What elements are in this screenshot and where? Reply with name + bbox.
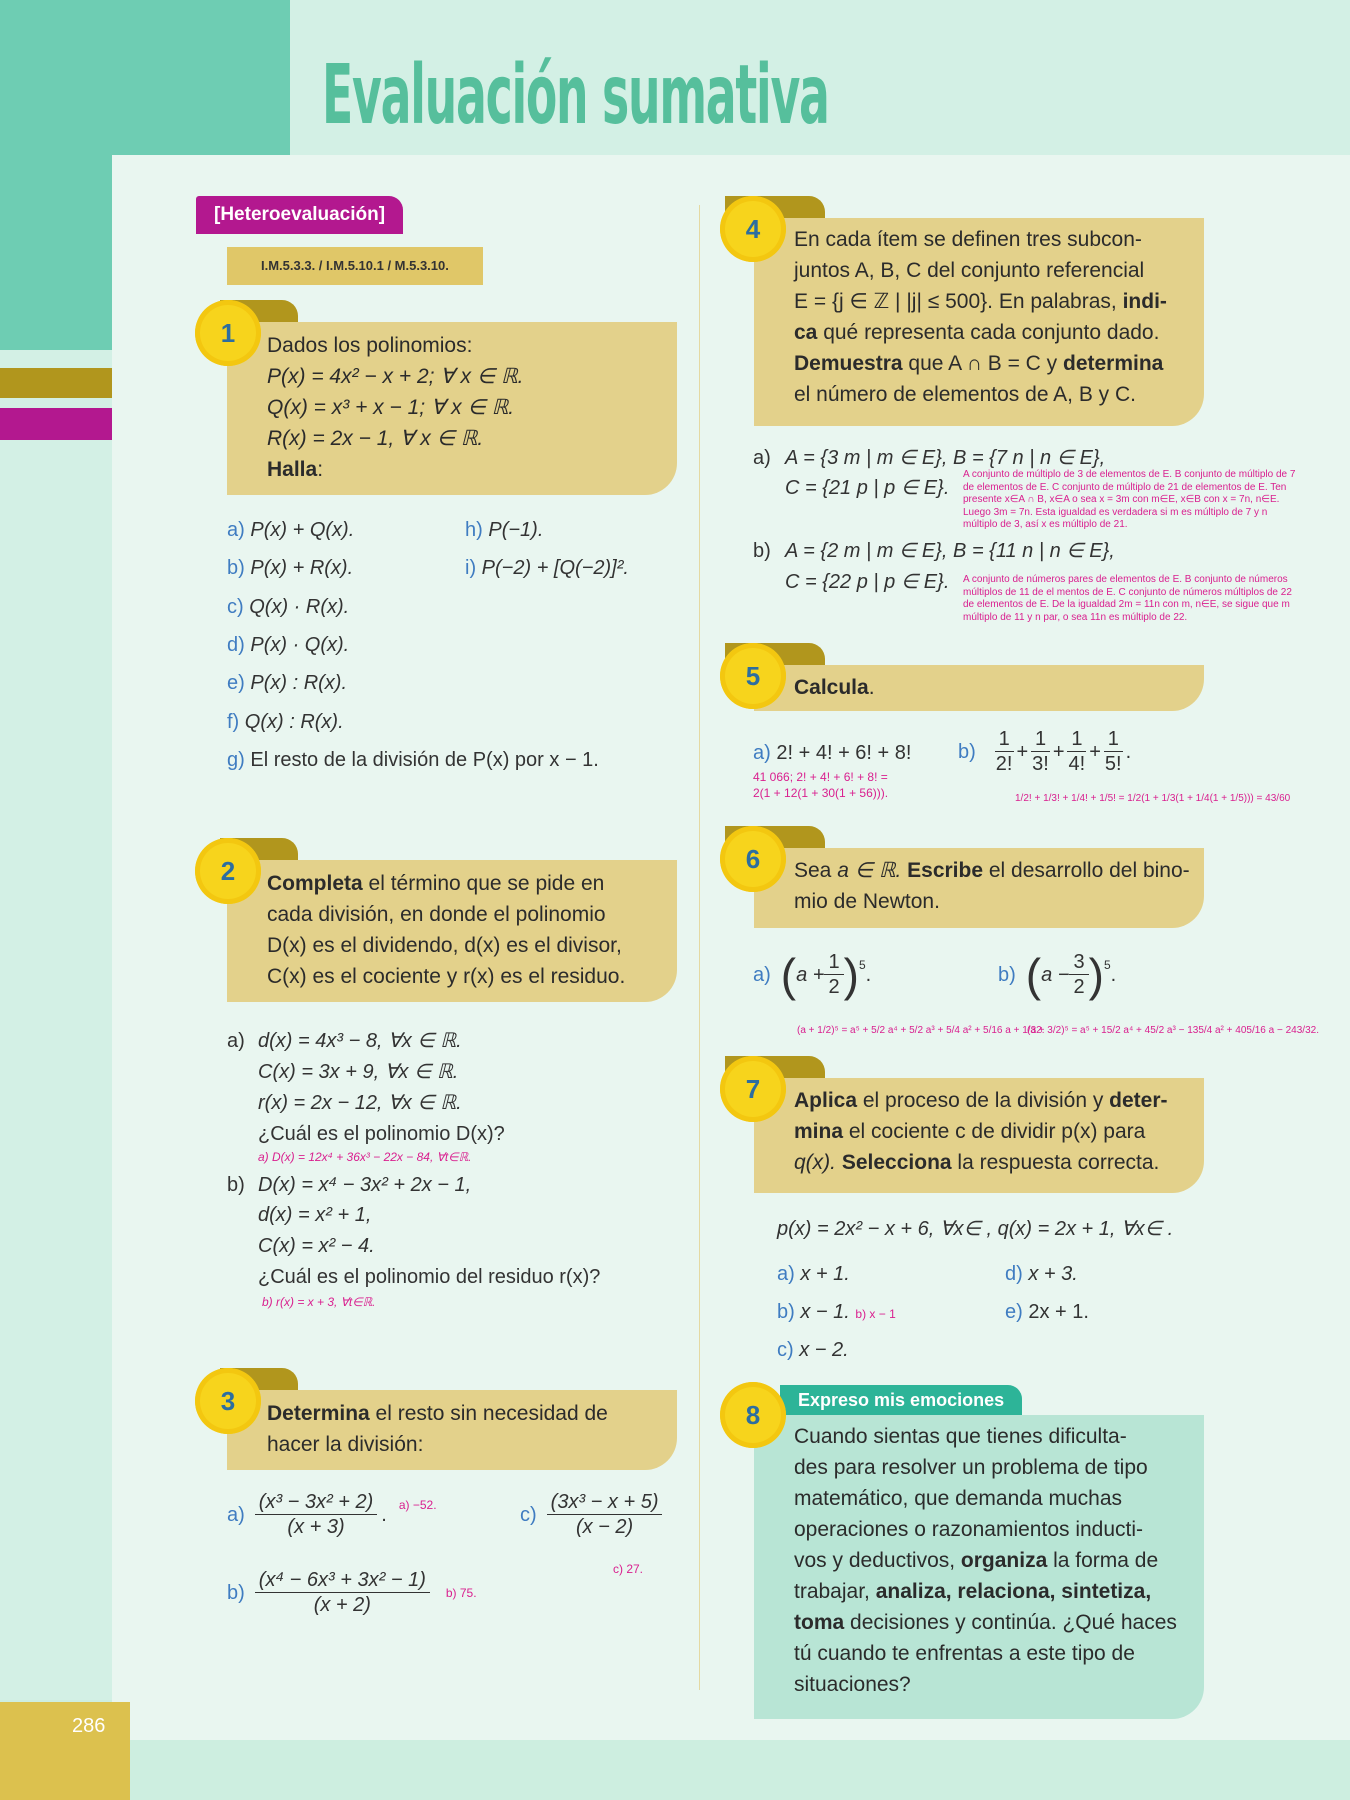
q4-indi: indi- [1122,290,1167,313]
q3-item-c: c) $\frac{\text{(3x³ − x + 5)}}{(x - 2)}$ [520,1490,662,1539]
q1-item-b: b) P(x) + R(x). [227,557,354,579]
q3-verb: Determina [267,1402,370,1425]
q5-a-answer-2: 2(1 + 12(1 + 30(1 + 56))). [753,786,889,800]
q2-b-line-3: C(x) = x² − 4. [258,1235,375,1257]
q8-line-5a: vos y deductivos, [794,1549,961,1572]
left-gold-band [0,368,112,398]
q4-b-answer: A conjunto de números pares de elementos de E. B conjunto de números múltiplos de 11 de el mentos de E. C conjunto de números múltiplos de 22 de elementos de E. De la igualdad 2m = 11n con m, n∈E, se sigue que m múltiplo de 11 y n par, o sea 11n es múltiplo de 22. [963,574,1292,623]
q7-text-4: la respuesta correcta. [951,1151,1160,1174]
q4-line-2: juntos A, B, C del conjunto referencial [794,259,1145,282]
q8-line-7a: toma [794,1611,845,1634]
q3-number: 3 [195,1368,261,1434]
q4-line-4: qué representa cada conjunto dado. [817,321,1160,344]
q6-b-answer: (a + 3/2)⁵ = a⁵ + 15/2 a⁴ + 45/2 a³ − 135/4 a² + 405/16 a − 243/32. [1027,1025,1319,1036]
q8-box [754,1415,1204,1719]
q8-line-5c: la forma de [1047,1549,1159,1572]
indicator-codes: I.M.5.3.3. / I.M.5.10.1 / M.5.3.10. [227,247,483,285]
q2-a-line-4: ¿Cuál es el polinomio D(x)? [258,1123,505,1145]
q7-verb-2b: mina [794,1120,844,1143]
q4-a-line-2: C = {21 p | p ∈ E}. [785,477,950,499]
page-title: Evaluación sumativa [322,48,829,143]
q4-b-line-1: A = {2 m | m ∈ E}, B = {11 n | n ∈ E}, [785,540,1115,562]
q2-box [227,860,677,1002]
q4-demuestra: Demuestra [794,352,903,375]
q4-b-label: b) [753,540,771,562]
column-divider [699,205,700,1690]
q6-rest-2: mio de Newton. [794,890,940,913]
q3-text-1: el resto sin necesidad de [369,1402,608,1425]
q7-text-1: el proceso de la división y [857,1089,1110,1112]
q3-c-answer: c) 27. [613,1562,644,1576]
q1-def-r: R(x) = 2x − 1, ∀ x ∈ ℝ. [267,427,484,450]
q7-number: 7 [720,1056,786,1122]
q8-line-3: matemático, que demanda muchas [794,1487,1123,1510]
q4-line-5: que A ∩ B = C y [902,352,1063,375]
q6-a-answer: (a + 1/2)⁵ = a⁵ + 5/2 a⁴ + 5/2 a³ + 5/4 a² + 5/16 a + 1/32. [797,1025,1045,1036]
q2-number: 2 [195,838,261,904]
q7-text-3: q(x). [794,1151,842,1174]
q4-ca: ca [794,321,818,344]
q1-item-e: e) P(x) : R(x). [227,672,348,694]
q5-item-b: b) $\frac{1}{2!}$ + $\frac{1}{3!}$ + $\frac{1}{4!}$ + $\frac{1}{5!}$ . [958,728,1132,775]
q4-b-line-2: C = {22 p | p ∈ E}. [785,571,950,593]
q4-line-1: En cada ítem se definen tres subcon- [794,228,1142,251]
q3-text-2: hacer la división: [267,1433,424,1456]
q1-intro: Dados los polinomios: [267,334,473,357]
q4-number: 4 [720,196,786,262]
q1-verb: Halla [267,458,318,481]
q4-determina: determina [1063,352,1164,375]
emotions-title: Expreso mis emociones [780,1385,1022,1415]
q2-text-2: cada división, en donde el polinomio [267,903,606,926]
q8-line-1: Cuando sientas que tienes dificulta- [794,1425,1127,1448]
q5-dot: . [868,676,875,699]
q2-verb: Completa [267,872,363,895]
q7-option-d: d) x + 3. [1005,1263,1078,1285]
q2-text-1: el término que se pide en [362,872,605,895]
q5-a-answer-1: 41 066; 2! + 4! + 6! + 8! = [753,770,888,784]
q6-a-in-r: a ∈ ℝ. [837,859,902,882]
q5-b-answer: 1/2! + 1/3! + 1/4! + 1/5! = 1/2(1 + 1/3(1 + 1/4(1 + 1/5))) = 43/60 [1015,793,1291,804]
q2-text-3: D(x) es el dividendo, d(x) es el divisor, [267,934,622,957]
q1-verb-colon: : [317,458,324,481]
left-magenta-band [0,408,112,440]
q6-number: 6 [720,826,786,892]
q8-line-5b: organiza [960,1549,1048,1572]
q6-rest-1: el desarrollo del bino- [983,859,1190,882]
q1-item-a: a) P(x) + Q(x). [227,519,355,541]
q6-item-b: b) ( a − $\frac{3}{2}$ ) $^5$ . [998,948,1117,1001]
q6-item-a: a) ( a + $\frac{1}{2}$ ) $^5$ . [753,948,872,1001]
q1-item-g: g) El resto de la división de P(x) por x − 1. [227,749,599,771]
bottom-band [130,1740,1350,1800]
q4-a-line-1: A = {3 m | m ∈ E}, B = {7 n | n ∈ E}, [785,447,1106,469]
q7-option-c: c) x − 2. [777,1339,849,1361]
q3-box [227,1390,677,1470]
q7-option-a: a) x + 1. [777,1263,850,1285]
q4-box [754,218,1204,426]
q1-def-p: P(x) = 4x² − x + 2; ∀ x ∈ ℝ. [267,365,524,388]
q1-number: 1 [195,300,261,366]
q7-verb-1: Aplica [794,1089,858,1112]
footer-block [0,1702,130,1800]
q1-box [227,322,677,495]
q7-verb-2: deter- [1109,1089,1168,1112]
q7-text-2: el cociente c de dividir p(x) para [843,1120,1146,1143]
q8-line-9: situaciones? [794,1673,911,1696]
q8-line-8: tú cuando te enfrentas a este tipo de [794,1642,1135,1665]
q2-b-answer: b) r(x) = x + 3, ∀t∈ℝ. [262,1295,376,1309]
q3-item-b: b) $\frac{\text{(x⁴ − 6x³ + 3x² − 1)}}{(x + 2)}$ b) 75. [227,1569,477,1616]
q8-line-6b: analiza, relaciona, sintetiza, [875,1580,1152,1603]
q7-option-e: e) 2x + 1. [1005,1301,1089,1323]
q2-b-label: b) [227,1174,245,1196]
q1-def-q: Q(x) = x³ + x − 1; ∀ x ∈ ℝ. [267,396,515,419]
q1-item-d: d) P(x) · Q(x). [227,634,350,656]
q2-a-line-2: C(x) = 3x + 9, ∀x ∈ ℝ. [258,1061,459,1083]
q2-b-line-4: ¿Cuál es el polinomio del residuo r(x)? [258,1266,601,1288]
q8-line-2: des para resolver un problema de tipo [794,1456,1148,1479]
q4-line-3: E = {j ∈ ℤ | |j| ≤ 500}. En palabras, [794,290,1123,313]
q4-a-answer: A conjunto de múltiplo de 3 de elementos de E. B conjunto de múltiplo de 7 de elementos de E. C conjunto de múltiplo de 21 de elementos de E. Ten presente x∈A ∩ B, x∈A o sea x = 3m con m∈E, x∈B con x = 7n, n∈E. Luego 3m = 7n. Esta igualdad es verdadera si m es múltiplo de 7 y n múltiplo de 3, así x es múltiplo de 21. [963,469,1296,530]
left-margin-strip [0,350,112,1700]
heteroevaluacion-badge: [Heteroevaluación] [196,196,403,234]
q5-verb: Calcula [794,676,869,699]
q2-a-label: a) [227,1030,245,1052]
q1-item-f: f) Q(x) : R(x). [227,711,344,733]
q7-box [754,1078,1204,1193]
q2-a-answer: a) D(x) = 12x⁴ + 36x³ − 22x − 84, ∀t∈ℝ. [258,1150,472,1164]
q5-box [754,665,1204,711]
q5-item-a: a) 2! + 4! + 6! + 8! [753,742,912,764]
q1-item-c: c) Q(x) · R(x). [227,596,350,618]
q8-line-4: operaciones o razonamientos inducti- [794,1518,1144,1541]
q2-a-line-1: d(x) = 4x³ − 8, ∀x ∈ ℝ. [258,1030,462,1052]
q1-item-h: h) P(−1). [465,519,544,541]
q8-line-7b: decisiones y continúa. ¿Qué haces [844,1611,1177,1634]
q7-verb-3: Selecciona [841,1151,952,1174]
q6-verb: Escribe [901,859,984,882]
q8-number: 8 [720,1382,786,1448]
page-number: 286 [72,1715,106,1737]
q7-option-b: b) x − 1. b) x − 1 [777,1301,896,1323]
q2-a-line-3: r(x) = 2x − 12, ∀x ∈ ℝ. [258,1092,462,1114]
q3-item-a: a) $\frac{\text{(x³ − 3x² + 2)}}{(x + 3)}$ . a) −52. [227,1491,437,1538]
q6-pre: Sea [794,859,838,882]
q2-b-line-2: d(x) = x² + 1, [258,1204,372,1226]
q5-number: 5 [720,643,786,709]
q4-a-label: a) [753,447,771,469]
q2-b-line-1: D(x) = x⁴ − 3x² + 2x − 1, [258,1174,472,1196]
q7-equation: p(x) = 2x² − x + 6, ∀x∈ , q(x) = 2x + 1, ∀x∈ . [777,1218,1174,1240]
q4-line-6: el número de elementos de A, B y C. [794,383,1137,406]
q1-item-i: i) P(−2) + [Q(−2)]². [465,557,629,579]
q6-box [754,848,1204,928]
q2-text-4: C(x) es el cociente y r(x) es el residuo. [267,965,626,988]
q8-line-6a: trabajar, [794,1580,876,1603]
